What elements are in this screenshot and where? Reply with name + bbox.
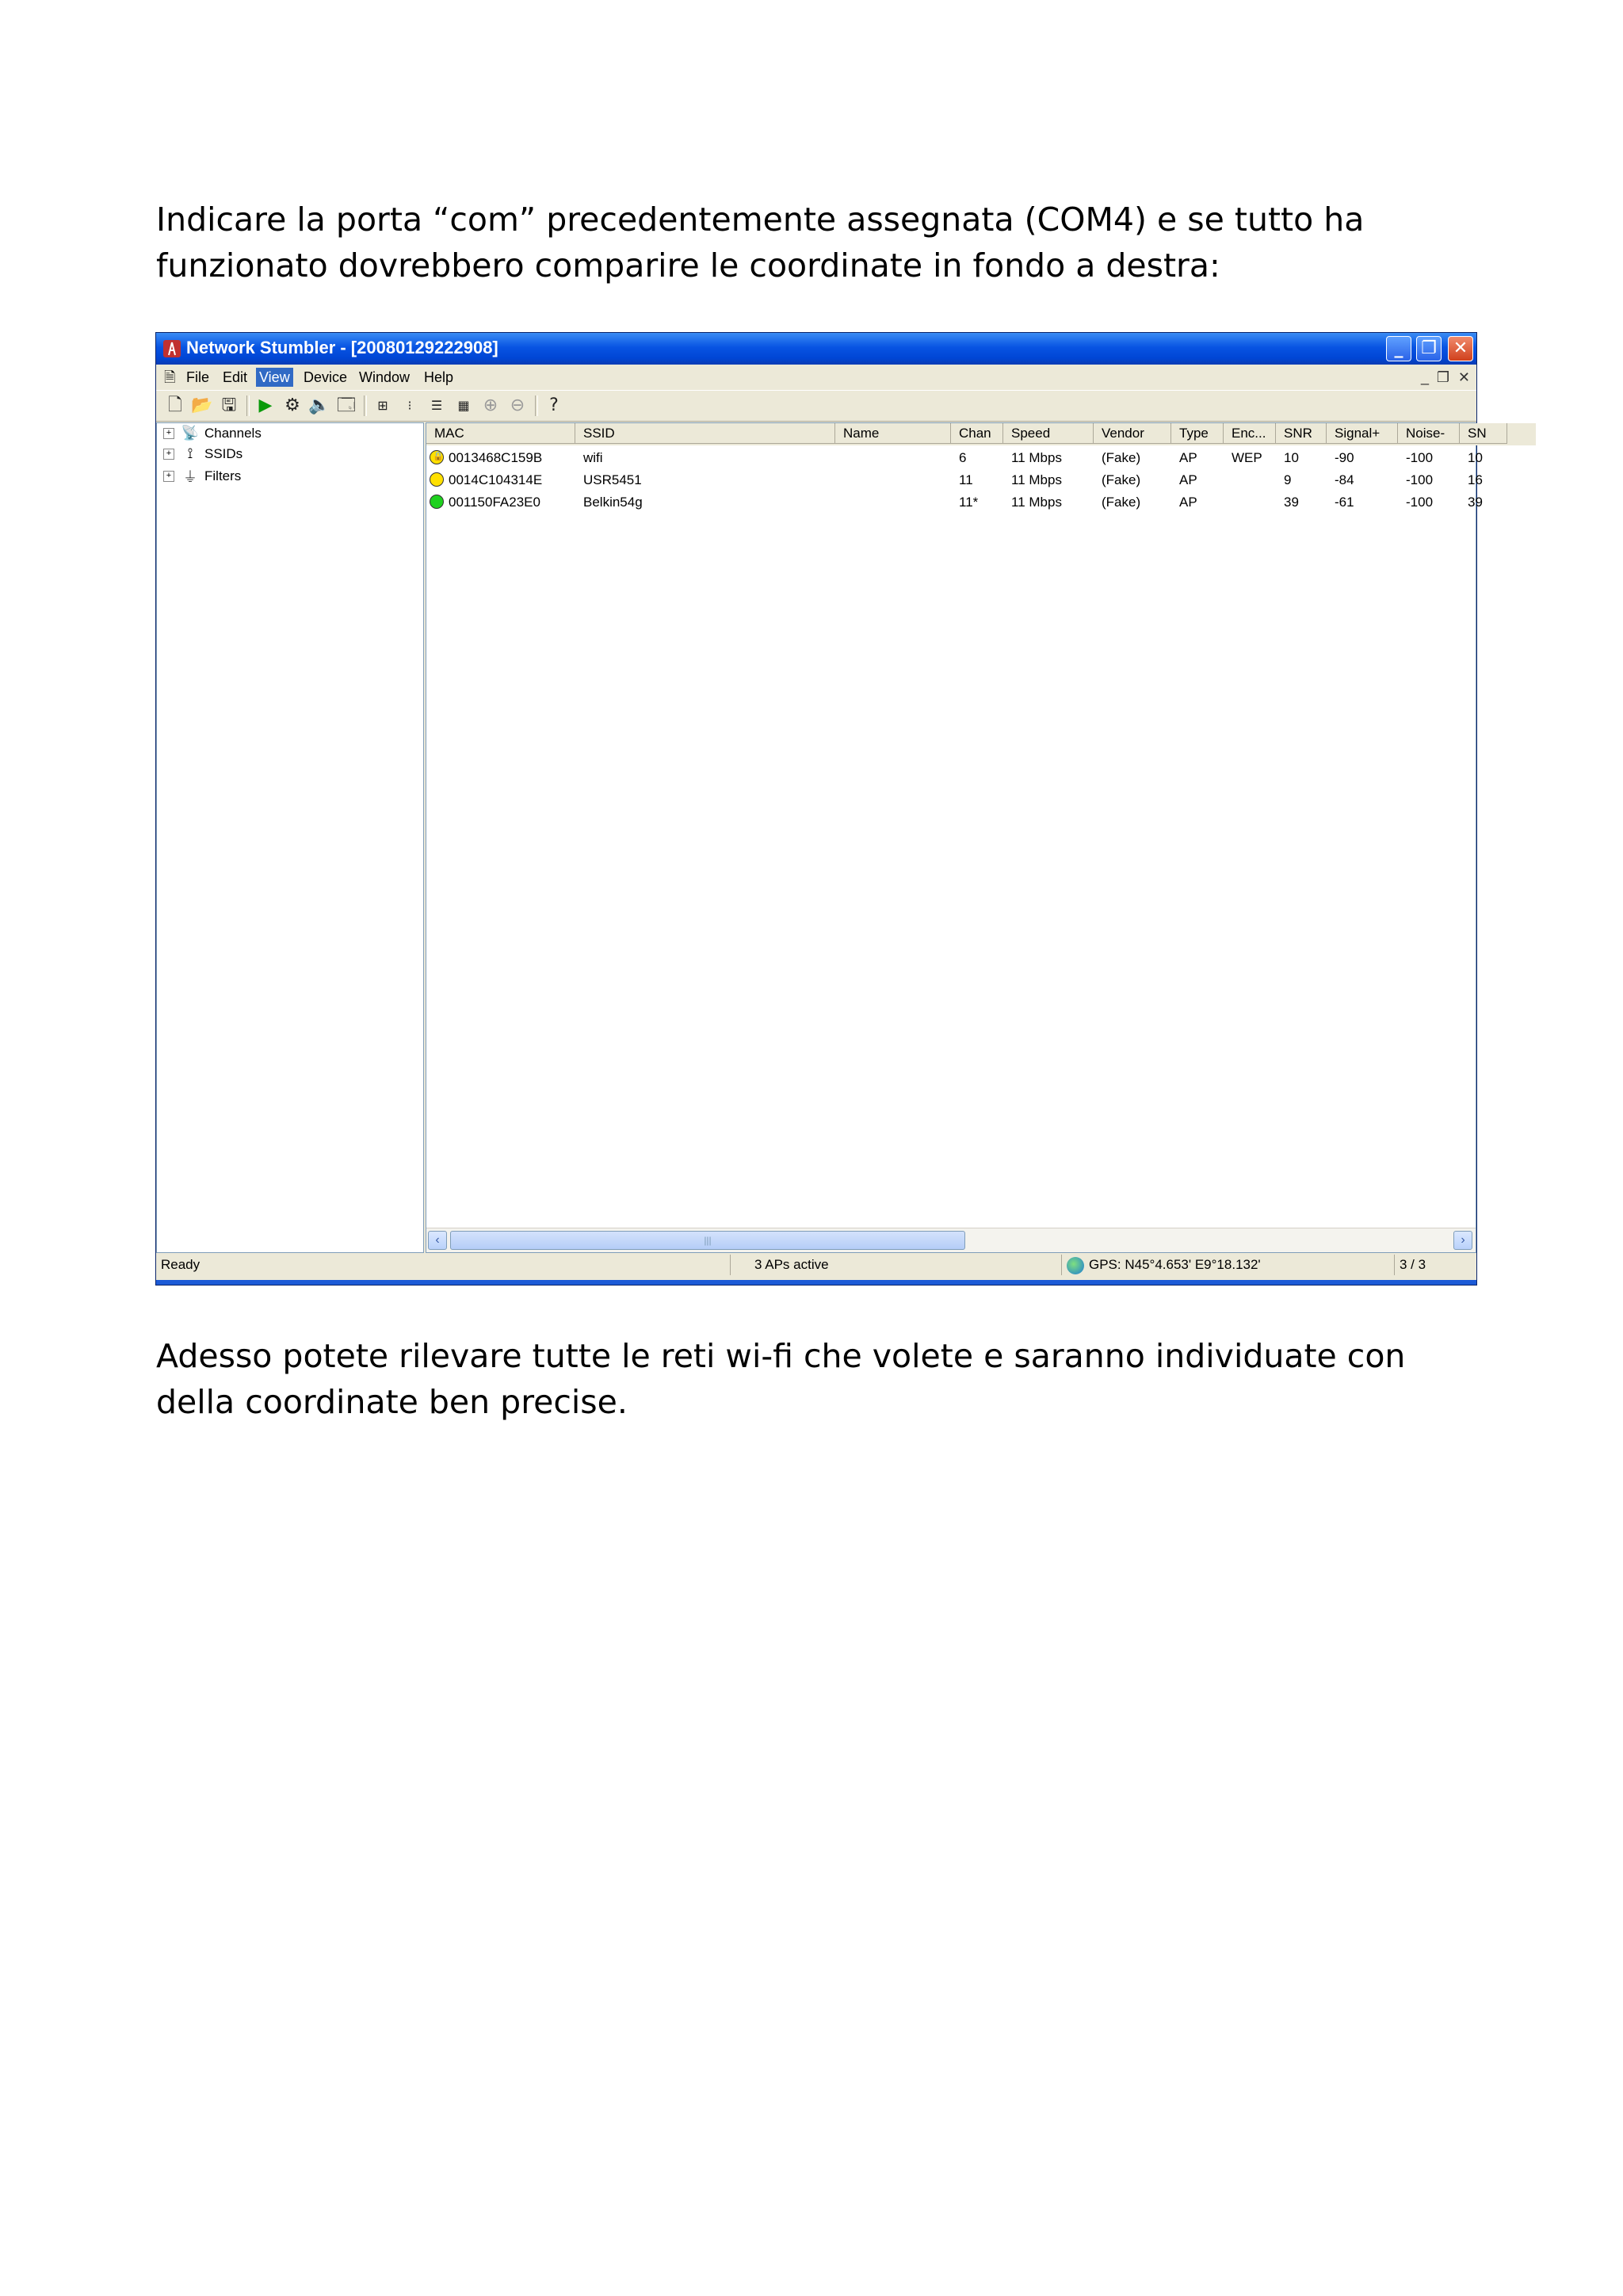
closing-paragraph: Adesso potete rilevare tutte le reti wi-fi che volete e saranno individuate con della coordinate ben precise.	[156, 1337, 1406, 1421]
mdi-minimize-icon[interactable]: _	[1420, 369, 1429, 385]
menu-window[interactable]: Window	[359, 369, 411, 385]
cell-vendor: (Fake)	[1102, 495, 1141, 510]
toolbar	[156, 390, 1476, 422]
status-count: 3 / 3	[1394, 1255, 1476, 1275]
cell-type: AP	[1179, 450, 1197, 465]
cell-snr: 10	[1284, 450, 1299, 465]
zoom-in-icon[interactable]: ⊕	[483, 395, 498, 415]
scroll-right-icon[interactable]: ›	[1453, 1231, 1472, 1250]
table-row[interactable]	[426, 491, 1536, 514]
filter-icon: ⏚	[183, 469, 197, 485]
status-ready: Ready	[161, 1257, 200, 1272]
cell-enc	[1224, 491, 1276, 514]
status-aps-active: 3 APs active	[730, 1255, 1061, 1275]
details-view-icon[interactable]: ▦	[457, 398, 470, 413]
column-noise[interactable]: Noise-	[1398, 423, 1460, 444]
expand-icon[interactable]: +	[163, 428, 174, 439]
menu-help[interactable]: Help	[424, 369, 454, 385]
zoom-out-icon[interactable]: ⊖	[510, 395, 525, 415]
access-point-list	[426, 422, 1487, 1253]
navigation-tree	[156, 422, 424, 1253]
title-bar[interactable]	[156, 333, 1476, 365]
speaker-icon[interactable]: 🔈	[308, 395, 330, 415]
help-icon[interactable]: ?	[549, 395, 559, 415]
status-gps: GPS: N45°4.653' E9°18.132'	[1089, 1257, 1261, 1272]
cell-vendor: (Fake)	[1102, 472, 1141, 487]
menu-edit[interactable]: Edit	[223, 369, 248, 385]
cell-chan: 11*	[959, 495, 979, 510]
column-vendor[interactable]: Vendor	[1094, 423, 1171, 444]
scroll-thumb[interactable]: |||	[450, 1231, 965, 1250]
play-icon[interactable]: ▶	[258, 395, 273, 415]
table-row[interactable]	[426, 447, 1536, 469]
open-folder-icon[interactable]: 📂	[191, 395, 213, 415]
properties-icon[interactable]: 🗔	[337, 395, 356, 415]
tree-item-filters[interactable]: + ⏚ Filters	[163, 466, 241, 487]
menu-file[interactable]: File	[186, 369, 210, 385]
menu-bar	[156, 365, 1476, 390]
column-ssid[interactable]: SSID	[575, 423, 835, 444]
cell-type: AP	[1179, 472, 1197, 487]
tree-item-ssids[interactable]: + ⟟ SSIDs	[163, 445, 242, 466]
intro-paragraph: Indicare la porta “com” precedentemente assegnata (COM4) e se tutto ha funzionato dovrebbero comparire le coordinate in fondo a destra:	[156, 201, 1365, 285]
network-stumbler-window	[155, 332, 1487, 1286]
column-mac[interactable]: MAC	[426, 423, 575, 444]
cell-speed: 11 Mbps	[1011, 472, 1062, 487]
menu-view[interactable]: View	[256, 368, 293, 387]
cell-mac: 001150FA23E0	[426, 491, 575, 514]
horizontal-scrollbar[interactable]	[426, 1228, 1476, 1252]
antenna-icon: 📡	[181, 425, 200, 441]
save-icon[interactable]: 🖫	[221, 395, 237, 415]
column-name[interactable]: Name	[835, 423, 951, 444]
locked-signal-icon	[430, 450, 444, 464]
tree-item-channels[interactable]: + 📡 Channels	[163, 425, 262, 445]
menu-device[interactable]: Device	[304, 369, 348, 385]
column-snr[interactable]: SNR	[1276, 423, 1327, 444]
cell-speed: 11 Mbps	[1011, 495, 1062, 510]
column-type[interactable]: Type	[1171, 423, 1224, 444]
minimize-button[interactable]: _	[1386, 336, 1411, 361]
cell-name	[835, 491, 951, 514]
app-icon	[162, 339, 181, 358]
cell-noise: -100	[1406, 472, 1434, 487]
signal-status-icon	[430, 472, 444, 487]
table-row[interactable]	[426, 469, 1536, 491]
document-icon[interactable]: 🗎	[164, 369, 176, 385]
cell-sn: 39	[1468, 495, 1483, 510]
cell-sn: 10	[1468, 450, 1483, 465]
auto-config-icon[interactable]: ⚙	[285, 395, 300, 415]
cell-snr: 39	[1284, 495, 1299, 510]
close-button[interactable]: ✕	[1448, 336, 1473, 361]
expand-icon[interactable]: +	[163, 471, 174, 482]
cell-noise: -100	[1406, 495, 1434, 510]
cell-chan: 6	[959, 450, 967, 465]
cell-signal: -61	[1335, 495, 1354, 510]
small-icons-icon[interactable]: ⁝	[407, 398, 412, 413]
maximize-button[interactable]: ❐	[1416, 336, 1442, 361]
cell-signal: -84	[1335, 472, 1354, 487]
scroll-left-icon[interactable]: ‹	[428, 1231, 447, 1250]
cell-snr: 9	[1284, 472, 1292, 487]
column-chan[interactable]: Chan	[951, 423, 1003, 444]
cell-vendor: (Fake)	[1102, 450, 1141, 465]
cell-ssid: wifi	[583, 450, 603, 465]
list-view-icon[interactable]: ☰	[430, 398, 443, 413]
cell-signal: -90	[1335, 450, 1354, 465]
column-speed[interactable]: Speed	[1003, 423, 1094, 444]
cell-sn: 16	[1468, 472, 1483, 487]
globe-icon	[1067, 1257, 1084, 1274]
status-bar	[156, 1253, 1476, 1278]
network-icon: ⟟	[187, 445, 193, 462]
cell-chan: 11	[959, 472, 973, 487]
cell-mac: 🔒 0013468C159B	[426, 447, 575, 469]
large-icons-icon[interactable]: ⊞	[377, 398, 388, 413]
column-signal[interactable]: Signal+	[1327, 423, 1398, 444]
cell-noise: -100	[1406, 450, 1434, 465]
cell-speed: 11 Mbps	[1011, 450, 1062, 465]
mdi-close-icon[interactable]: ✕	[1457, 369, 1470, 385]
column-enc[interactable]: Enc...	[1224, 423, 1276, 444]
lock-icon: 🔒	[433, 451, 444, 461]
window-title: Network Stumbler - [20080129222908]	[186, 338, 498, 357]
cell-enc	[1224, 469, 1276, 491]
signal-status-icon	[430, 495, 444, 509]
status-gps-panel	[1061, 1255, 1394, 1275]
cell-enc: WEP	[1232, 450, 1262, 465]
mdi-restore-icon[interactable]: ❐	[1436, 369, 1449, 385]
cell-mac: 0014C104314E	[426, 469, 575, 491]
cell-name	[835, 447, 951, 469]
cell-ssid: USR5451	[583, 472, 642, 487]
column-sn[interactable]: SN	[1460, 423, 1507, 444]
new-file-icon[interactable]: 🗋	[168, 395, 182, 415]
list-header	[426, 423, 1536, 445]
cell-name	[835, 469, 951, 491]
cell-ssid: Belkin54g	[583, 495, 643, 510]
expand-icon[interactable]: +	[163, 449, 174, 460]
cell-type: AP	[1179, 495, 1197, 510]
